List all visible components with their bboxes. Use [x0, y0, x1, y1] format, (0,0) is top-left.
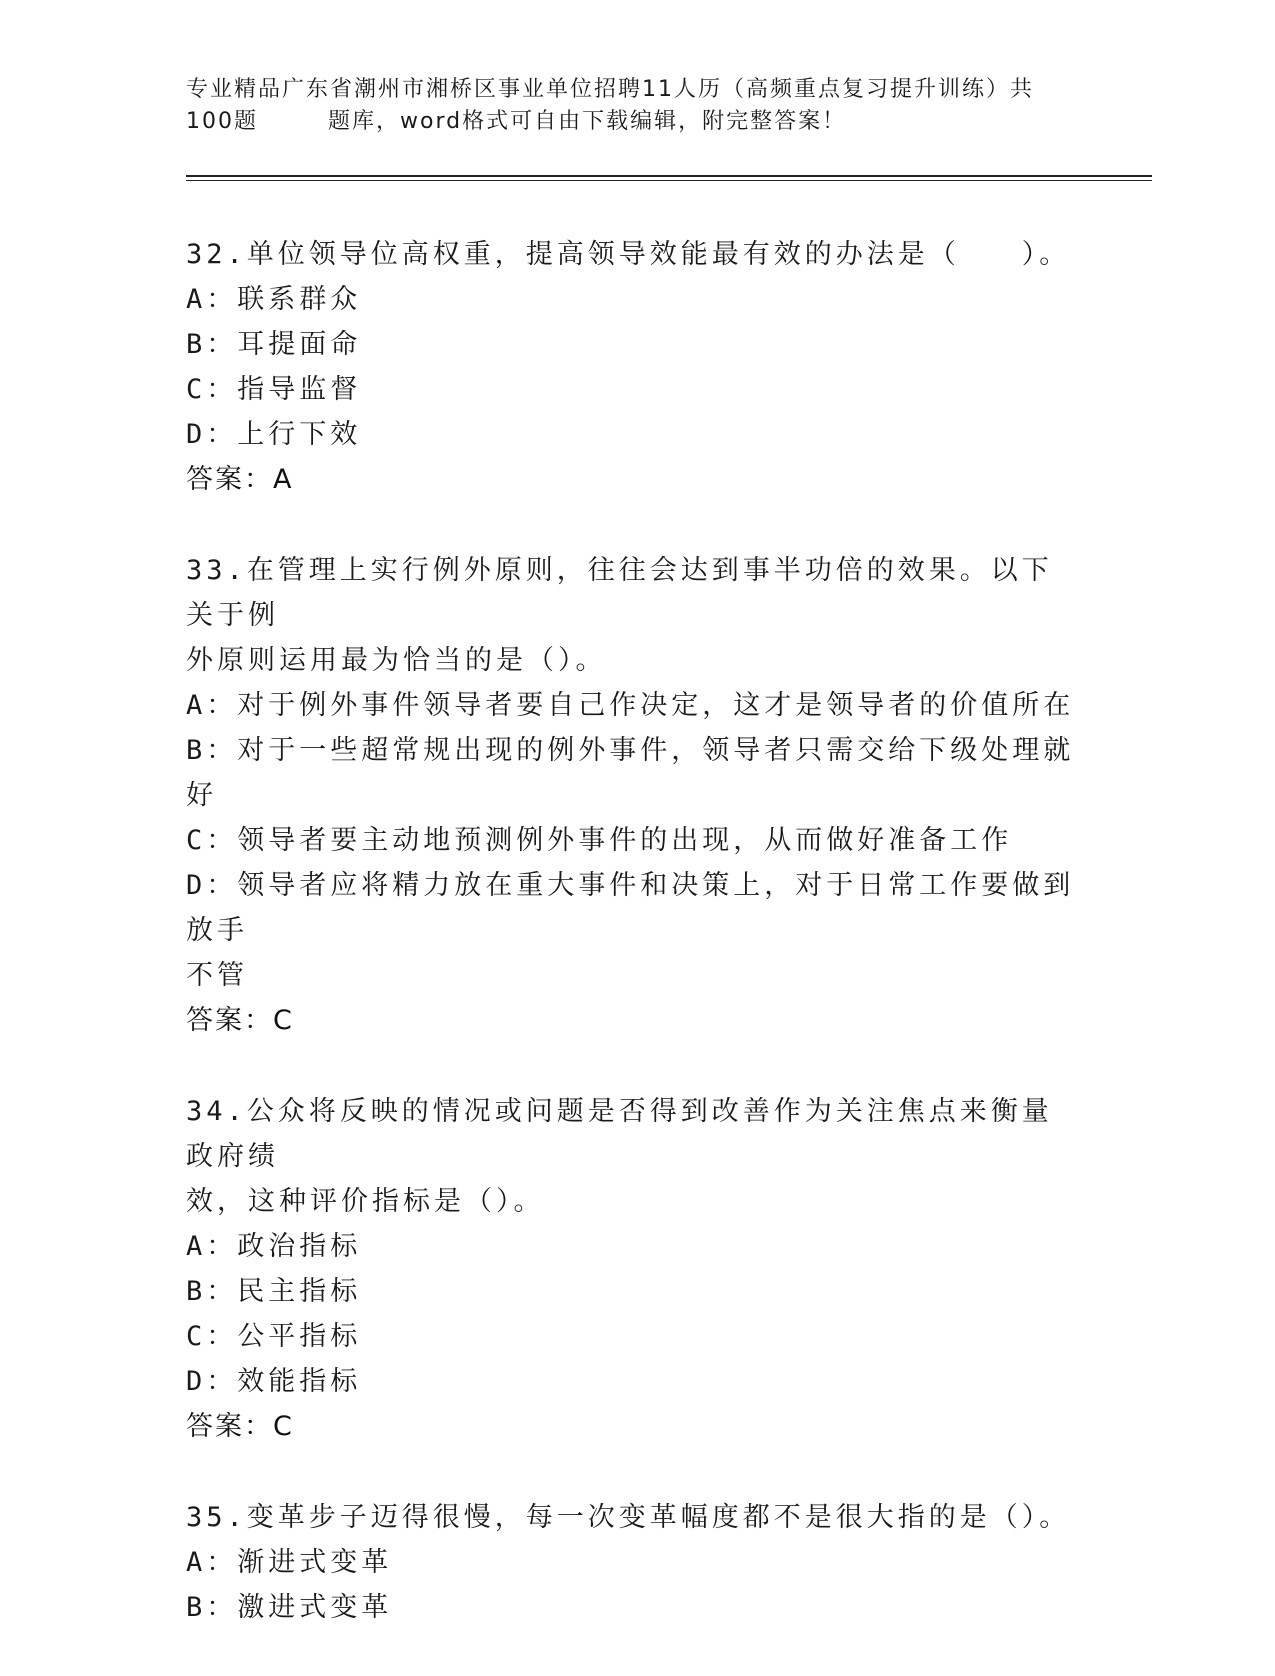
header-divider-thick [186, 175, 1152, 177]
header-question-count: 100题 [186, 109, 258, 134]
option-b: B：耳提面命 [186, 329, 362, 360]
question-32 [186, 232, 1076, 502]
question-text-cont: 效，这种评价指标是（）。 [186, 1186, 545, 1217]
header-line-2 [186, 106, 1086, 138]
question-list [186, 232, 1076, 1676]
option-a: A：渐进式变革 [186, 1547, 393, 1578]
option-c: C：领导者要主动地预测例外事件的出现，从而做好准备工作 [186, 825, 1013, 856]
question-35 [186, 1495, 1076, 1630]
option-d: D：领导者应将精力放在重大事件和决策上，对于日常工作要做到放手 [186, 870, 1075, 946]
question-34 [186, 1089, 1076, 1449]
option-b: B：民主指标 [186, 1276, 362, 1307]
option-d: D：效能指标 [186, 1366, 362, 1397]
option-a: A：联系群众 [186, 284, 362, 315]
header-divider-thin [186, 180, 1152, 181]
option-d: D：上行下效 [186, 419, 362, 450]
question-text: 35.变革步子迈得很慢，每一次变革幅度都不是很大指的是（）。 [186, 1502, 1071, 1533]
option-a: A：对于例外事件领导者要自己作决定，这才是领导者的价值所在 [186, 690, 1075, 721]
option-a: A：政治指标 [186, 1231, 362, 1262]
question-33 [186, 548, 1076, 1043]
question-text: 33.在管理上实行例外原则，往往会达到事半功倍的效果。以下关于例 [186, 555, 1053, 631]
option-b: B：激进式变革 [186, 1592, 393, 1623]
question-text: 34.公众将反映的情况或问题是否得到改善作为关注焦点来衡量政府绩 [186, 1096, 1053, 1172]
page-header [186, 74, 1086, 138]
header-description: 题库，word格式可自由下载编辑，附完整答案！ [328, 109, 847, 134]
option-b: B：对于一些超常规出现的例外事件，领导者只需交给下级处理就好 [186, 735, 1075, 811]
answer: 答案：C [186, 1005, 294, 1036]
option-c: C：指导监督 [186, 374, 362, 405]
option-c: C：公平指标 [186, 1321, 362, 1352]
answer: 答案：C [186, 1411, 294, 1442]
question-text-cont: 外原则运用最为恰当的是（）。 [186, 645, 607, 676]
header-line-1: 专业精品广东省潮州市湘桥区事业单位招聘11人历（高频重点复习提升训练）共 [186, 77, 1034, 102]
option-d-cont: 不管 [186, 960, 248, 991]
answer: 答案：A [186, 464, 294, 495]
question-text: 32.单位领导位高权重，提高领导效能最有效的办法是（ ）。 [186, 239, 1071, 270]
